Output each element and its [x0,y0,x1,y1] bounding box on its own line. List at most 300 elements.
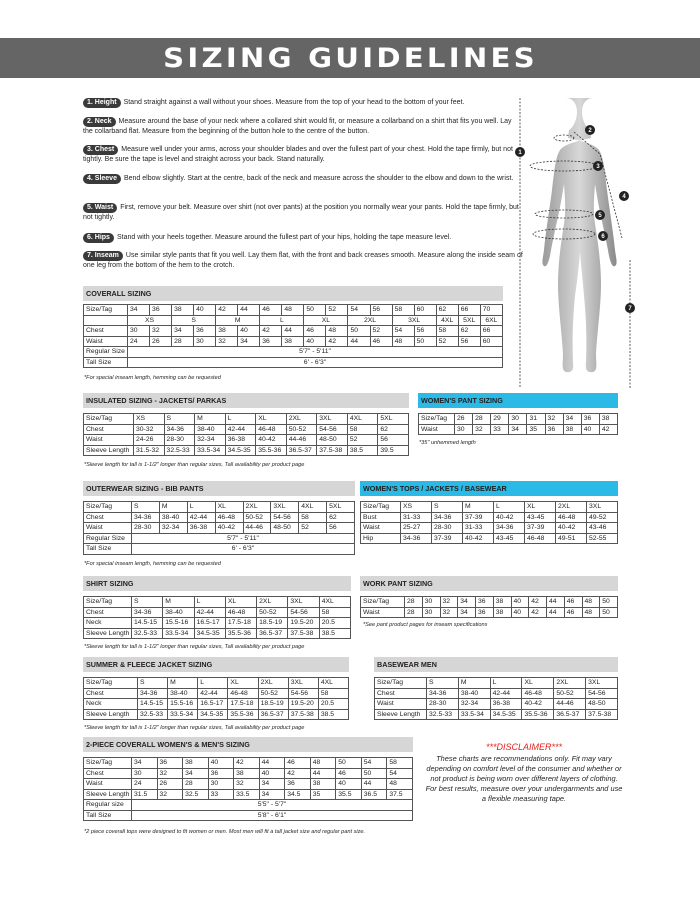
table-cell: 20.5 [318,699,348,710]
table-cell: 38 [234,768,260,779]
section-title: WOMEN'S TOPS / JACKETS / BASEWEAR [360,481,618,496]
table-cell: 32 [234,779,260,790]
table-row [84,357,503,368]
table-cell: 17.5-18 [228,699,258,710]
table-cell: Regular Size [84,533,132,544]
table-cell: 32-34 [159,523,187,534]
table-row [84,435,409,446]
table-cell: 2XL [348,315,392,326]
table-row [361,533,618,544]
table-cell: 34-36 [138,688,168,699]
table-cell: 62 [378,424,409,435]
table-cell: 40-42 [463,533,494,544]
table-cell: 37-39 [525,523,556,534]
table-cell: 34.5-35 [225,445,256,456]
table-row [84,628,351,639]
table-cell: L [260,315,304,326]
table-row [84,699,349,710]
table-cell: 49-52 [587,512,618,523]
table-cell: 26 [157,779,183,790]
table-cell: Chest [84,688,138,699]
table-cell: 3XL [586,678,618,689]
measure-badge: 6. Hips [83,233,114,243]
measure-text: Measure around the base of your neck where a collared shirt would fit, or measure a collarband on a shirt that fits you well. Lay the collarband flat. Measure from the beginning of the button hole to the centre of the button. [83,118,512,135]
table-cell: 34-36 [164,424,195,435]
table-cell: Bust [361,512,401,523]
table-cell: 40-42 [494,512,525,523]
table-cell: S [172,315,216,326]
table-cell: 43-45 [494,533,525,544]
table-cell: 34.5-35 [198,709,228,720]
table-cell: 52 [347,435,378,446]
summer-fleece-note: *Sleeve length for tall is 1-1/2" longer than regular sizes, Tall availability per product page [84,725,305,731]
table-cell: 24 [128,336,150,347]
table-cell: 32 [216,336,238,347]
table-cell: 28 [473,414,491,425]
table-cell: 36-38 [225,435,256,446]
table-cell: 19.5-20 [288,618,319,629]
table-row [84,607,351,618]
table-cell: 4XL [436,315,458,326]
table-cell: 43-45 [525,512,556,523]
shirt-note: *Sleeve length for tall is 1-1/2" longer than regular sizes, Tall availability per product page [84,644,305,650]
table-cell: Tall Size [84,810,132,821]
measure-badge: 2. Neck [83,117,116,127]
table-cell: L [198,678,228,689]
page-title: SIZING GUIDELINES [162,42,538,74]
table-cell: 38-40 [159,512,187,523]
table-cell: 58 [392,305,414,316]
table-cell: 15.5-16 [163,618,194,629]
table-cell: Sleeve Length [84,709,138,720]
table-cell: 32.5-33 [138,709,168,720]
table-cell: 30-32 [134,424,165,435]
table-cell: M [163,597,194,608]
table-row [84,414,409,425]
measure-text: Bend elbow slightly. Start at the centre, back of the neck and measure across the shoulder to the elbow and down to the wrist. [123,175,514,182]
table-cell: Neck [84,699,138,710]
table-cell: 26 [455,414,473,425]
table-cell: 44 [238,305,260,316]
table-cell: 48 [392,336,414,347]
table-cell: 56 [458,336,480,347]
table-cell: 52 [326,305,348,316]
table-cell: 38 [563,424,581,435]
table-cell: Chest [84,424,134,435]
table-cell: 19.5-20 [288,699,318,710]
table-cell: 38.5 [318,709,348,720]
table-cell: 50-52 [258,688,288,699]
table-cell: 62 [436,305,458,316]
table-cell: M [216,315,260,326]
table-cell: 33.5-34 [195,445,226,456]
measure-text: Stand straight against a wall without your shoes. Measure from the top of your head to the bottom of your feet. [123,99,465,106]
table-cell: 36.5-37 [257,628,288,639]
table-cell: S [432,502,463,513]
table-cell: 28 [405,607,423,618]
table-row [84,347,503,358]
table-cell: 2XL [243,502,271,513]
table-cell: 38.5 [319,628,350,639]
measure-badge: 3. Chest [83,145,118,155]
table-cell: 56 [414,326,436,337]
table-cell: 42 [326,336,348,347]
table-cell: Regular Size [84,347,128,358]
measure-text: First, remove your belt. Measure over shirt (not over pants) at the position you normally wear your pants. Hold the tape firmly, but not tightly. [83,204,519,221]
table-cell: 48 [582,597,600,608]
table-cell: 38-40 [458,688,490,699]
table-cell: 48-50 [317,435,348,446]
table-row [84,512,355,523]
table-cell: 36 [545,424,563,435]
table-cell: 2XL [257,597,288,608]
table-cell: 35.5 [336,789,362,800]
table-cell: 44-46 [243,523,271,534]
basewear-men-section [374,657,618,720]
table-cell: 28 [405,597,423,608]
table-cell: 38 [282,336,304,347]
two-piece-coverall-table [83,757,413,821]
table-cell: 39.5 [378,445,409,456]
table-cell: 50 [336,758,362,769]
table-cell: 44-46 [286,435,317,446]
table-cell: 37.5 [387,789,413,800]
section-title: WORK PANT SIZING [360,576,618,591]
table-cell: 3XL [587,502,618,513]
table-cell: 36 [285,779,311,790]
table-cell: 38-40 [195,424,226,435]
table-cell: 42 [529,597,547,608]
table-cell: 38 [493,607,511,618]
table-row [84,618,351,629]
shirt-sizing-section [83,576,351,639]
table-cell: 32 [440,607,458,618]
table-cell: 36 [194,326,216,337]
table-cell: 52-55 [587,533,618,544]
table-cell: 58 [299,512,327,523]
table-row [84,768,413,779]
table-cell: 50-52 [243,512,271,523]
table-cell: 18.5-19 [258,699,288,710]
summer-fleece-section [83,657,349,720]
table-cell: 36 [581,414,599,425]
measure-text: Stand with your heels together. Measure around the fullest part of your hips, holding the tape measure level. [116,234,452,241]
table-cell: 48-50 [586,699,618,710]
table-cell: 70 [480,305,502,316]
table-cell: 62 [327,512,355,523]
table-cell: 46-48 [556,512,587,523]
table-cell: 46 [564,607,582,618]
table-cell: 32.5-33 [427,709,459,720]
table-row [84,523,355,534]
table-cell: 18.5-19 [257,618,288,629]
table-cell: 32 [157,768,183,779]
measure-text: Use similar style pants that fit you well. Lay them flat, with the front and back creases smooth. Measure along the inside seam of one leg from the bottom of the hem to the crotch. [83,252,523,269]
table-cell: 14.5-15 [138,699,168,710]
section-title: SHIRT SIZING [83,576,351,591]
table-cell: 48 [326,326,348,337]
womens-pant-section [418,393,618,435]
table-cell: 34.5 [285,789,311,800]
table-cell: 16.5-17 [194,618,225,629]
table-cell: 3XL [271,502,299,513]
table-cell: 25-27 [401,523,432,534]
table-cell: 37.5-38 [288,709,318,720]
table-cell: 42-44 [194,607,225,618]
table-cell: 44-46 [554,699,586,710]
page-header [0,38,700,78]
table-cell: Neck [84,618,132,629]
table-cell: 54-56 [288,607,319,618]
table-cell: 44 [361,779,387,790]
table-row [375,709,618,720]
table-cell: 35.5-36 [256,445,287,456]
table-cell: 32-34 [458,699,490,710]
table-cell: XL [525,502,556,513]
table-cell: 33.5 [234,789,260,800]
basewear-men-table [374,677,618,720]
table-cell: 56 [378,435,409,446]
measure-inseam [83,251,523,271]
table-cell: 62 [458,326,480,337]
table-cell: 46 [336,768,362,779]
table-row [84,336,503,347]
table-cell: 34 [563,414,581,425]
table-cell: 48-50 [271,523,299,534]
table-row [84,315,503,326]
table-cell: 37.5-38 [288,628,319,639]
table-cell: L [194,597,225,608]
table-cell: 56 [327,523,355,534]
table-cell: 40-42 [556,523,587,534]
measure-waist [83,203,523,223]
table-cell: 33 [491,424,509,435]
table-cell: 5'5" - 5'7" [132,800,413,811]
table-cell: 34 [183,768,209,779]
table-row [84,758,413,769]
table-cell: 28 [183,779,209,790]
table-cell: 36 [476,597,494,608]
table-cell: 60 [414,305,436,316]
table-cell: 20.5 [319,618,350,629]
marker-3-text: 3 [596,164,600,170]
table-cell: 58 [436,326,458,337]
measure-chest [83,145,523,165]
table-cell: 34-36 [132,607,163,618]
table-row [84,810,413,821]
table-cell: Size/Tag [84,678,138,689]
table-cell: 5XL [327,502,355,513]
table-cell: Waist [84,435,134,446]
table-cell: 34 [259,779,285,790]
table-cell: 40-42 [522,699,554,710]
table-row [361,512,618,523]
table-cell: Chest [84,768,132,779]
table-row [419,414,618,425]
table-cell: 42-44 [490,688,522,699]
table-cell: 46-48 [215,512,243,523]
table-cell: 38.5 [347,445,378,456]
table-cell: Size/Tag [419,414,455,425]
table-row [84,544,355,555]
table-cell: 46-48 [225,607,256,618]
table-cell: 50-52 [286,424,317,435]
table-cell: Size/Tag [84,758,132,769]
table-row [84,326,503,337]
table-cell: 30 [128,326,150,337]
table-row [361,502,618,513]
table-cell: 3XL [288,597,319,608]
table-cell: 30 [509,414,527,425]
table-cell: 50-52 [554,688,586,699]
table-cell: 44 [547,607,565,618]
table-row [84,502,355,513]
table-cell: 24-26 [134,435,165,446]
table-cell: 28-30 [432,523,463,534]
table-cell: 28 [172,336,194,347]
table-cell: 50 [304,305,326,316]
table-row [84,709,349,720]
table-cell: 35.5-36 [225,628,256,639]
table-cell: 34 [259,789,285,800]
table-cell: S [164,414,195,425]
table-cell: 35.5-36 [522,709,554,720]
table-cell: 34 [509,424,527,435]
table-cell: 52 [436,336,458,347]
table-cell: M [195,414,226,425]
table-cell: 49-51 [556,533,587,544]
table-cell: 4XL [318,678,348,689]
table-cell: 54 [361,758,387,769]
summer-fleece-table [83,677,349,720]
table-cell: 33 [208,789,234,800]
table-cell: 54 [392,326,414,337]
table-cell: 44 [547,597,565,608]
table-cell: 40-42 [256,435,287,446]
table-cell: 42 [260,326,282,337]
table-cell: 43-46 [587,523,618,534]
table-cell: 37.5-38 [317,445,348,456]
measure-text: Measure well under your arms, across your shoulder blades and over the fullest part of your chest. Hold the tape firmly, but not tightly. Be sure the tape is level and straight across your back. Stand naturally. [83,146,513,163]
table-cell: 38 [310,779,336,790]
table-cell: Sleeve Length [84,628,132,639]
table-cell: 34-36 [401,533,432,544]
table-cell: M [463,502,494,513]
marker-7-text: 7 [628,306,632,312]
table-cell: 56 [370,305,392,316]
table-cell: Size/Tag [84,305,128,316]
table-row [419,424,618,435]
bib-pants-section [83,481,355,555]
table-cell: 37-39 [432,533,463,544]
table-cell: 36-38 [187,523,215,534]
table-cell: 42 [234,758,260,769]
table-row [375,699,618,710]
table-cell: Waist [419,424,455,435]
table-cell: Hip [361,533,401,544]
table-cell: 29 [491,414,509,425]
table-cell: 35 [310,789,336,800]
table-cell: 40 [194,305,216,316]
table-cell: 50 [600,607,618,618]
table-cell: 42 [285,768,311,779]
table-cell: 46-48 [525,533,556,544]
section-title: INSULATED SIZING - JACKETS/ PARKAS [83,393,409,408]
coverall-note: *For special inseam length, hemming can be requested [84,375,221,381]
table-cell: 2XL [554,678,586,689]
table-cell: 31.5-32 [134,445,165,456]
measure-neck [83,117,523,137]
table-cell: 40 [511,597,529,608]
table-cell: 44 [310,768,336,779]
table-cell: 38-40 [168,688,198,699]
marker-2-text: 2 [588,128,592,134]
table-row [84,597,351,608]
insulated-note: *Sleeve length for tall is 1-1/2" longer than regular sizes, Tall availability per product page [84,462,305,468]
table-cell: 5XL [458,315,480,326]
section-title: COVERALL SIZING [83,286,503,301]
table-cell: Waist [84,336,128,347]
table-cell: 26 [150,336,172,347]
table-cell: 34 [458,597,476,608]
table-cell: 44 [282,326,304,337]
table-cell: 34-36 [132,512,160,523]
table-cell: S [427,678,459,689]
table-cell: 46 [285,758,311,769]
table-cell: 30 [455,424,473,435]
table-cell: 34.5-35 [194,628,225,639]
table-cell: 34 [172,326,194,337]
table-cell: Sleeve Length [84,789,132,800]
table-cell: XL [522,678,554,689]
womens-tops-section [360,481,618,544]
table-cell: Sleeve Length [375,709,427,720]
disclaimer [424,742,624,804]
table-cell: 48 [310,758,336,769]
table-cell: XL [225,597,256,608]
table-cell: M [458,678,490,689]
table-cell: 28-30 [132,523,160,534]
table-cell: 52 [370,326,392,337]
table-cell: 34-36 [494,523,525,534]
table-cell: 31-33 [401,512,432,523]
table-cell: 42 [216,305,238,316]
table-cell: 50 [361,768,387,779]
table-cell: 34-36 [427,688,459,699]
table-cell: Chest [375,688,427,699]
table-cell: 36 [476,607,494,618]
table-cell: XL [256,414,287,425]
table-cell: 42 [529,607,547,618]
section-title: OUTERWEAR SIZING - BIB PANTS [83,481,355,496]
table-cell: 35.5-36 [228,709,258,720]
table-cell: 40 [581,424,599,435]
table-cell: 50 [414,336,436,347]
two-piece-coverall-section [83,737,413,821]
table-cell: 44 [348,336,370,347]
table-cell: 3XL [288,678,318,689]
table-cell: 58 [387,758,413,769]
table-cell: 66 [458,305,480,316]
disclaimer-heading: ***DISCLAIMER*** [485,742,563,752]
table-cell: 30 [422,607,440,618]
table-cell: 6' - 6'3" [128,357,503,368]
table-row [375,688,618,699]
measure-sleeve [83,174,523,184]
table-cell: 36.5 [361,789,387,800]
measure-badge: 4. Sleeve [83,174,121,184]
table-row [84,305,503,316]
